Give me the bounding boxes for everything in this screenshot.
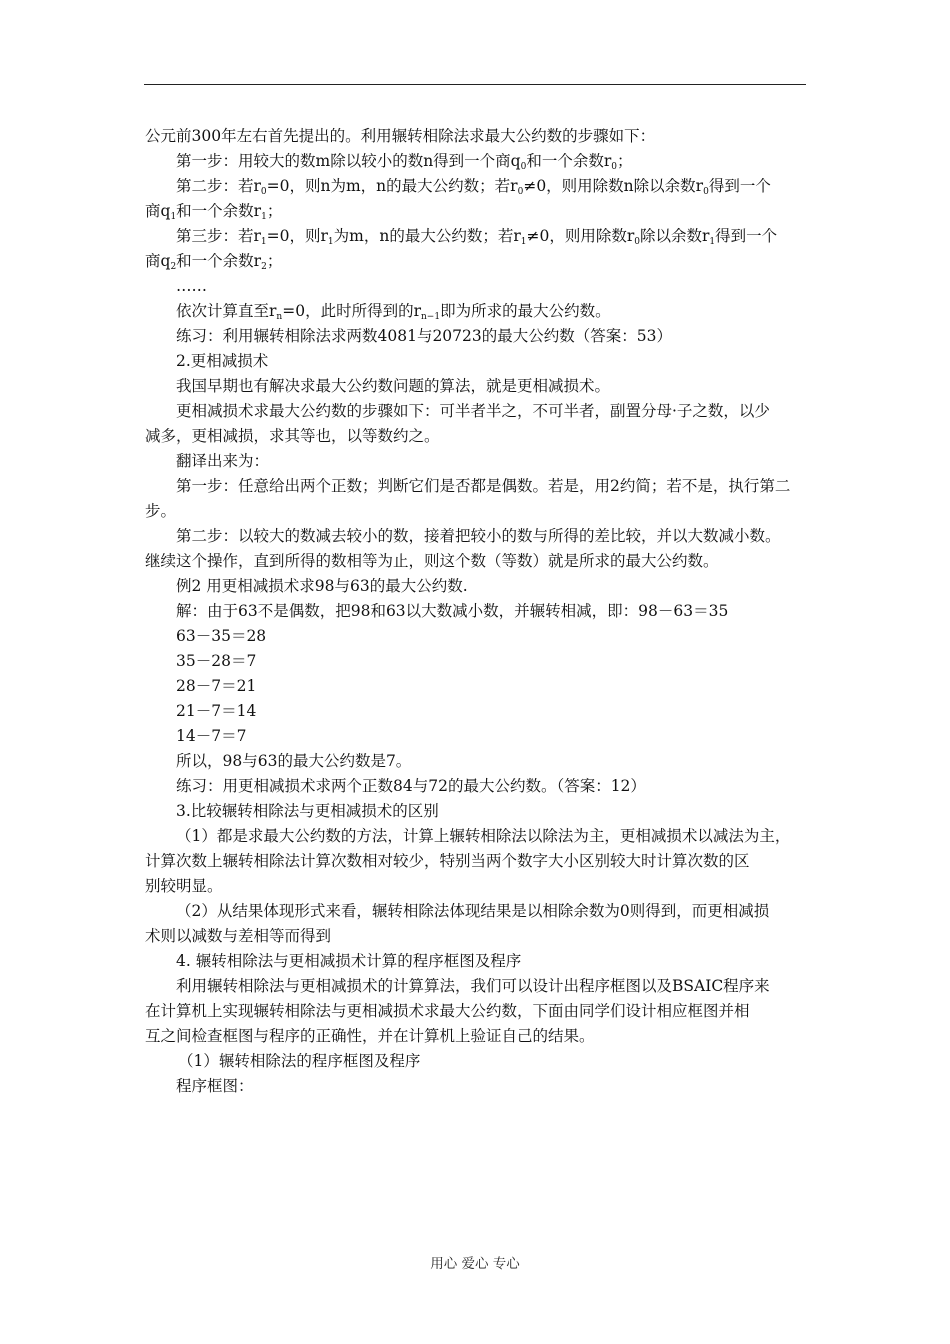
solution-line: 解：由于63不是偶数，把98和63以大数减小数，并辗转相减，即：98－63＝35	[176, 602, 729, 620]
exercise-line: 练习：用更相减损术求两个正数84与72的最大公约数。（答案：12）	[176, 777, 646, 795]
paragraph-line: 步。	[145, 502, 177, 520]
paragraph-line: 公元前300年左右首先提出的。利用辗转相除法求最大公约数的步骤如下：	[145, 127, 656, 145]
equation-line: 21－7＝14	[176, 702, 257, 720]
paragraph-line: 第一步：任意给出两个正数；判断它们是否都是偶数。若是，用2约简；若不是，执行第二	[176, 477, 791, 495]
paragraph-line: 术则以减数与差相等而得到	[145, 927, 332, 945]
ellipsis-line: ……	[176, 277, 207, 295]
equation-line: 63－35＝28	[176, 627, 267, 645]
paragraph-line: 程序框图：	[176, 1077, 254, 1095]
section-heading: 2.更相减损术	[176, 352, 269, 370]
header-rule	[144, 84, 806, 85]
section-heading: 3.比较辗转相除法与更相减损术的区别	[176, 802, 439, 820]
step-one-line: 第一步：用较大的数m除以较小的数n得到一个商$q_0$和一个余数$r_0$；	[176, 152, 633, 172]
step-two-continued: 商$q_1$和一个余数$r_1$；	[145, 202, 283, 222]
exercise-line: 练习：利用辗转相除法求两数4081与20723的最大公约数（答案：53）	[176, 327, 672, 345]
equation-line: 35－28＝7	[176, 652, 257, 670]
document-body	[145, 124, 807, 1099]
paragraph-line: 继续这个操作，直到所得的数相等为止，则这个数（等数）就是所求的最大公约数。	[145, 552, 719, 570]
section-heading: 4. 辗转相除法与更相减损术计算的程序框图及程序	[176, 952, 522, 970]
example-heading: 例2 用更相减损术求98与63的最大公约数.	[176, 577, 468, 595]
paragraph-line: 我国早期也有解决求最大公约数问题的算法，就是更相减损术。	[176, 377, 611, 395]
paragraph-line: 第二步：以较大的数减去较小的数，接着把较小的数与所得的差比较，并以大数减小数。	[176, 527, 781, 545]
paragraph-line: 减多，更相减损，求其等也，以等数约之。	[145, 427, 440, 445]
paragraph-line: 所以，98与63的最大公约数是7。	[176, 752, 412, 770]
page-footer: 用心 爱心 专心	[430, 1256, 520, 1272]
paragraph-line: （2）从结果体现形式来看，辗转相除法体现结果是以相除余数为0则得到，而更相减损	[176, 902, 770, 920]
equation-line: 28－7＝21	[176, 677, 257, 695]
step-three-continued: 商$q_2$和一个余数$r_2$；	[145, 252, 283, 272]
paragraph-line: 计算次数上辗转相除法计算次数相对较少，特别当两个数字大小区别较大时计算次数的区	[145, 852, 750, 870]
paragraph-line: 更相减损术求最大公约数的步骤如下：可半者半之，不可半者，副置分母·子之数，以少	[176, 402, 770, 420]
step-two-line: 第二步：若$r_0=0$，则n为m，n的最大公约数；若$r_0\ne 0$，则用除数n除以余数$r_0$得到一个	[176, 177, 771, 197]
paragraph-line: 互之间检查框图与程序的正确性，并在计算机上验证自己的结果。	[145, 1027, 595, 1045]
paragraph-line: 利用辗转相除法与更相减损术的计算算法，我们可以设计出程序框图以及BSAIC程序来	[176, 977, 770, 995]
conclusion-line: 依次计算直至$r_n=0$，此时所得到的$r_{n-1}$即为所求的最大公约数。	[176, 302, 611, 322]
step-three-line: 第三步：若$r_1=0$，则$r_1$为m，n的最大公约数；若$r_1\ne 0$，则用除数$r_0$除以余数$r_1$得到一个	[176, 227, 778, 247]
paragraph-line: （1）都是求最大公约数的方法，计算上辗转相除法以除法为主，更相减损术以减法为主，	[176, 827, 791, 845]
equation-line: 14－7＝7	[176, 727, 247, 745]
paragraph-line: 在计算机上实现辗转相除法与更相减损术求最大公约数，下面由同学们设计相应框图并相	[145, 1002, 750, 1020]
subsection-heading: （1）辗转相除法的程序框图及程序	[178, 1052, 421, 1070]
paragraph-line: 翻译出来为：	[176, 452, 270, 470]
paragraph-line: 别较明显。	[145, 877, 223, 895]
